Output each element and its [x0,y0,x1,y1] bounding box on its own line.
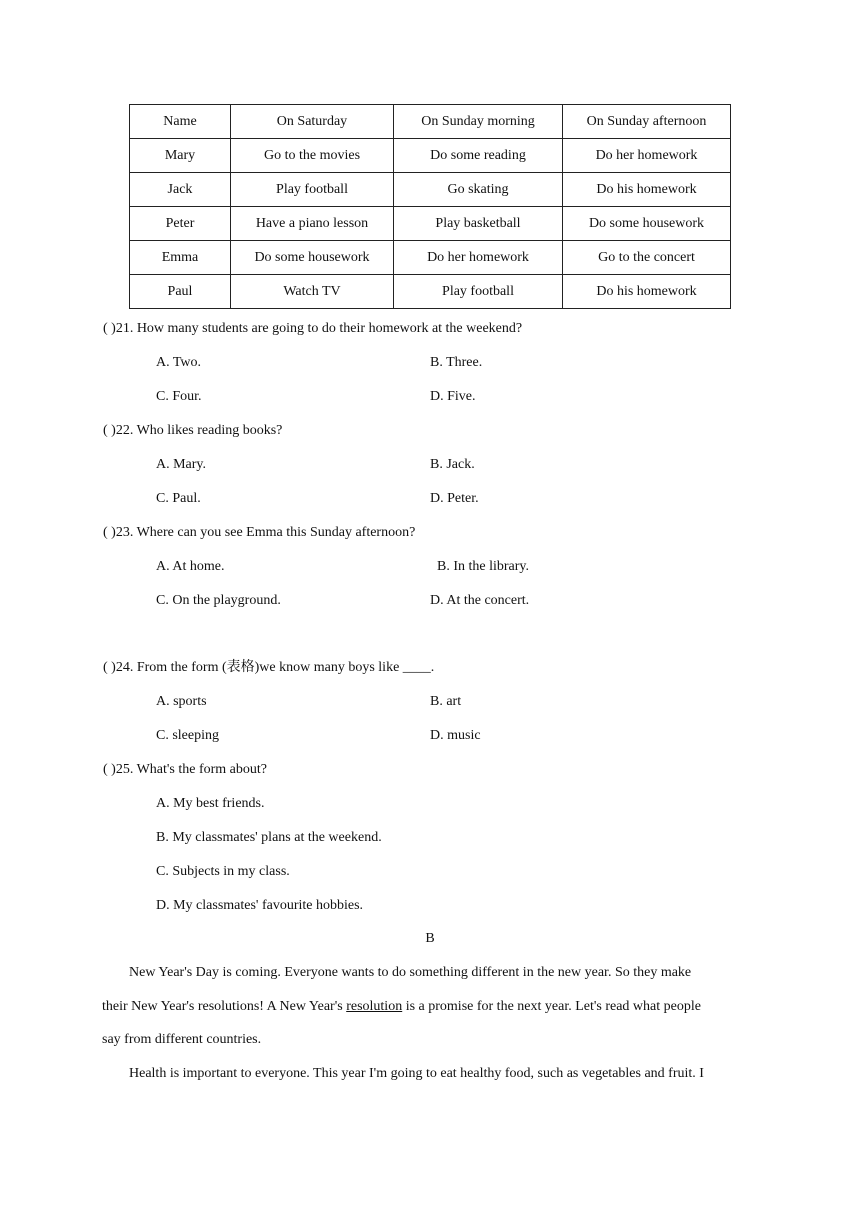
question-23-stem: ( )23. Where can you see Emma this Sunday afternoon? [103,525,416,540]
question-25-stem: ( )25. What's the form about? [103,762,267,777]
question-22-option-a: A. Mary. [156,457,207,472]
table-cell: Do some housework [231,241,394,275]
passage-paragraph-1-line-1: New Year's Day is coming. Everyone wants to do something different in the new year. So they make [129,965,692,980]
passage-text: is a promise for the next year. Let's read what people [402,999,701,1014]
table-header-cell: On Saturday [231,105,394,139]
table-cell: Watch TV [231,275,394,309]
table-cell: Play football [394,275,563,309]
table-row [130,173,731,207]
question-21-stem: ( )21. How many students are going to do their homework at the weekend? [103,321,523,336]
question-24-option-c: C. sleeping [156,728,219,743]
question-22-option-c: C. Paul. [156,491,201,506]
underlined-word-resolution: resolution [346,999,403,1014]
question-23-option-d: D. At the concert. [430,593,530,608]
question-21-option-c: C. Four. [156,389,202,404]
table-cell: Do his homework [563,275,731,309]
table-cell: Do her homework [563,139,731,173]
table-row [130,275,731,309]
table-row [130,241,731,275]
question-24-stem: ( )24. From the form (表格)we know many boys like ____. [103,660,435,675]
passage-paragraph-1-line-2 [102,998,701,1016]
table-cell: Peter [130,207,231,241]
passage-paragraph-2-line-1: Health is important to everyone. This year I'm going to eat healthy food, such as vegetables and fruit. I [129,1066,704,1081]
question-25-option-d: D. My classmates' favourite hobbies. [156,898,364,913]
question-24-option-b: B. art [430,694,462,709]
question-22-option-d: D. Peter. [430,491,479,506]
table-cell: Play football [231,173,394,207]
question-24-option-d: D. music [430,728,481,743]
table-cell: Play basketball [394,207,563,241]
table-cell: Do some housework [563,207,731,241]
question-25-option-a: A. My best friends. [156,796,265,811]
table-header-row [130,105,731,139]
table-cell: Go to the concert [563,241,731,275]
table-cell: Paul [130,275,231,309]
question-22-stem: ( )22. Who likes reading books? [103,423,283,438]
table-cell: Jack [130,173,231,207]
table-cell: Emma [130,241,231,275]
passage-text: their New Year's resolutions! A New Year's [102,999,347,1014]
table-cell: Have a piano lesson [231,207,394,241]
question-23-option-b: B. In the library. [437,559,530,574]
question-21-option-d: D. Five. [430,389,476,404]
question-24-option-a: A. sports [156,694,207,709]
table-cell: Do her homework [394,241,563,275]
question-23-option-a: A. At home. [156,559,225,574]
table-cell: Go to the movies [231,139,394,173]
weekend-plans-table [129,104,731,309]
table-header-cell: On Sunday morning [394,105,563,139]
section-b-heading: B [425,931,435,946]
table-cell: Do some reading [394,139,563,173]
question-25-option-c: C. Subjects in my class. [156,864,290,879]
question-23-option-c: C. On the playground. [156,593,281,608]
table-cell: Go skating [394,173,563,207]
passage-paragraph-1-line-3: say from different countries. [102,1032,262,1047]
table-row [130,207,731,241]
table-header-cell: Name [130,105,231,139]
table-cell: Mary [130,139,231,173]
table-row [130,139,731,173]
question-22-option-b: B. Jack. [430,457,475,472]
question-25-option-b: B. My classmates' plans at the weekend. [156,830,382,845]
question-21-option-a: A. Two. [156,355,202,370]
table-cell: Do his homework [563,173,731,207]
table-header-cell: On Sunday afternoon [563,105,731,139]
question-21-option-b: B. Three. [430,355,483,370]
